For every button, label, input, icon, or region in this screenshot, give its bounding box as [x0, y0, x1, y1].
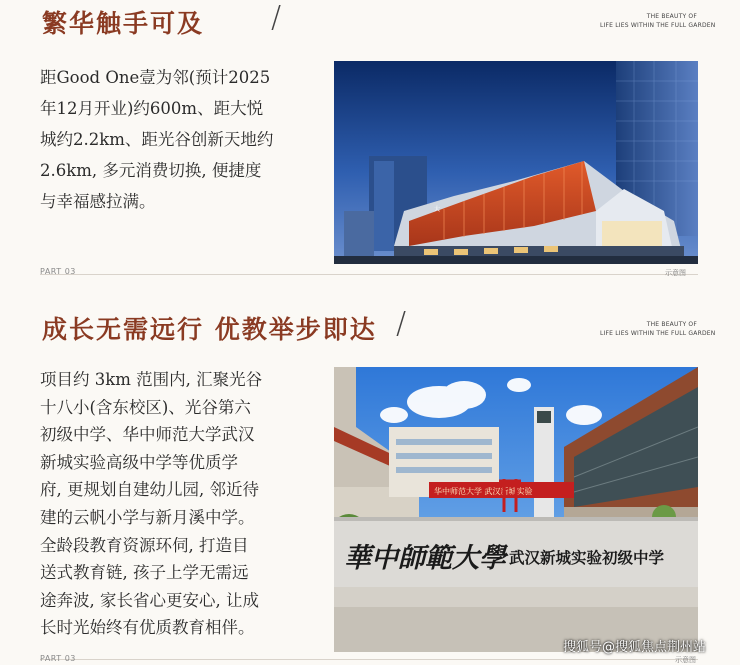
paragraph-line: 十八小(含东校区)、光谷第六	[40, 397, 251, 417]
paragraph-line: 年12月开业)约600m、距大悦	[40, 99, 264, 118]
paragraph-line: 项目约 3km 范围内, 汇聚光谷	[40, 370, 263, 389]
school-photo	[334, 367, 698, 652]
en-line2: LIFE LIES WITHIN THE FULL GARDEN	[600, 330, 716, 337]
section2-title: 成长无需远行 优教举步即达	[42, 315, 377, 344]
part-label: PART 03	[40, 267, 76, 276]
paragraph-line: 2.6km, 多元消费切换, 便捷度	[40, 161, 262, 180]
paragraph-line: 初级中学、华中师范大学武汉	[40, 425, 255, 445]
en-line1: THE BEAUTY OF	[646, 13, 697, 20]
part-label: PART 03	[40, 654, 76, 663]
paragraph-line: 途奔波, 家长省心更安心, 让成	[40, 590, 259, 610]
mall-illustration	[334, 61, 698, 264]
section1-title: 繁华触手可及	[42, 9, 205, 38]
section2-slash: /	[396, 306, 407, 341]
image-caption: 示意图	[665, 269, 686, 277]
paragraph-line: 新城实验高级中学等优质学	[40, 452, 238, 472]
sign-print: 武汉新城实验初级中学	[509, 549, 665, 567]
mall-sign-text: 大	[434, 206, 441, 213]
divider	[40, 274, 698, 275]
section1-slash: /	[271, 0, 282, 35]
en-line2: LIFE LIES WITHIN THE FULL GARDEN	[600, 22, 716, 29]
section2-en-tagline	[600, 320, 716, 338]
mall-photo	[334, 61, 698, 264]
paragraph-line: 建的云帆小学与新月溪中学。	[40, 507, 255, 527]
sign-calligraphy: 華中師範大學	[344, 543, 506, 574]
paragraph-line: 全龄段教育资源环伺, 打造目	[40, 535, 249, 555]
paragraph-line: 府, 更规划自建幼儿园, 邻近待	[40, 480, 259, 500]
image-caption: 示意图	[675, 656, 696, 664]
section2-paragraph	[40, 366, 262, 642]
paragraph-line: 距Good One壹为邻(预计2025	[40, 68, 271, 87]
paragraph-line: 送式教育链, 孩子上学无需远	[40, 563, 249, 583]
divider	[40, 659, 698, 660]
en-line1: THE BEAUTY OF	[646, 321, 697, 328]
paragraph-line: 与幸福感拉满。	[40, 192, 156, 211]
school-illustration	[334, 367, 698, 652]
section1-en-tagline	[600, 12, 716, 30]
banner-text: 华中师范大学 武汉新城实验	[434, 487, 533, 496]
paragraph-line: 长时光始终有优质教育相伴。	[40, 618, 255, 638]
section1-paragraph	[40, 62, 273, 217]
watermark: 搜狐号@搜狐焦点荆州站	[563, 640, 707, 655]
paragraph-line: 城约2.2km、距光谷创新天地约	[40, 130, 274, 149]
